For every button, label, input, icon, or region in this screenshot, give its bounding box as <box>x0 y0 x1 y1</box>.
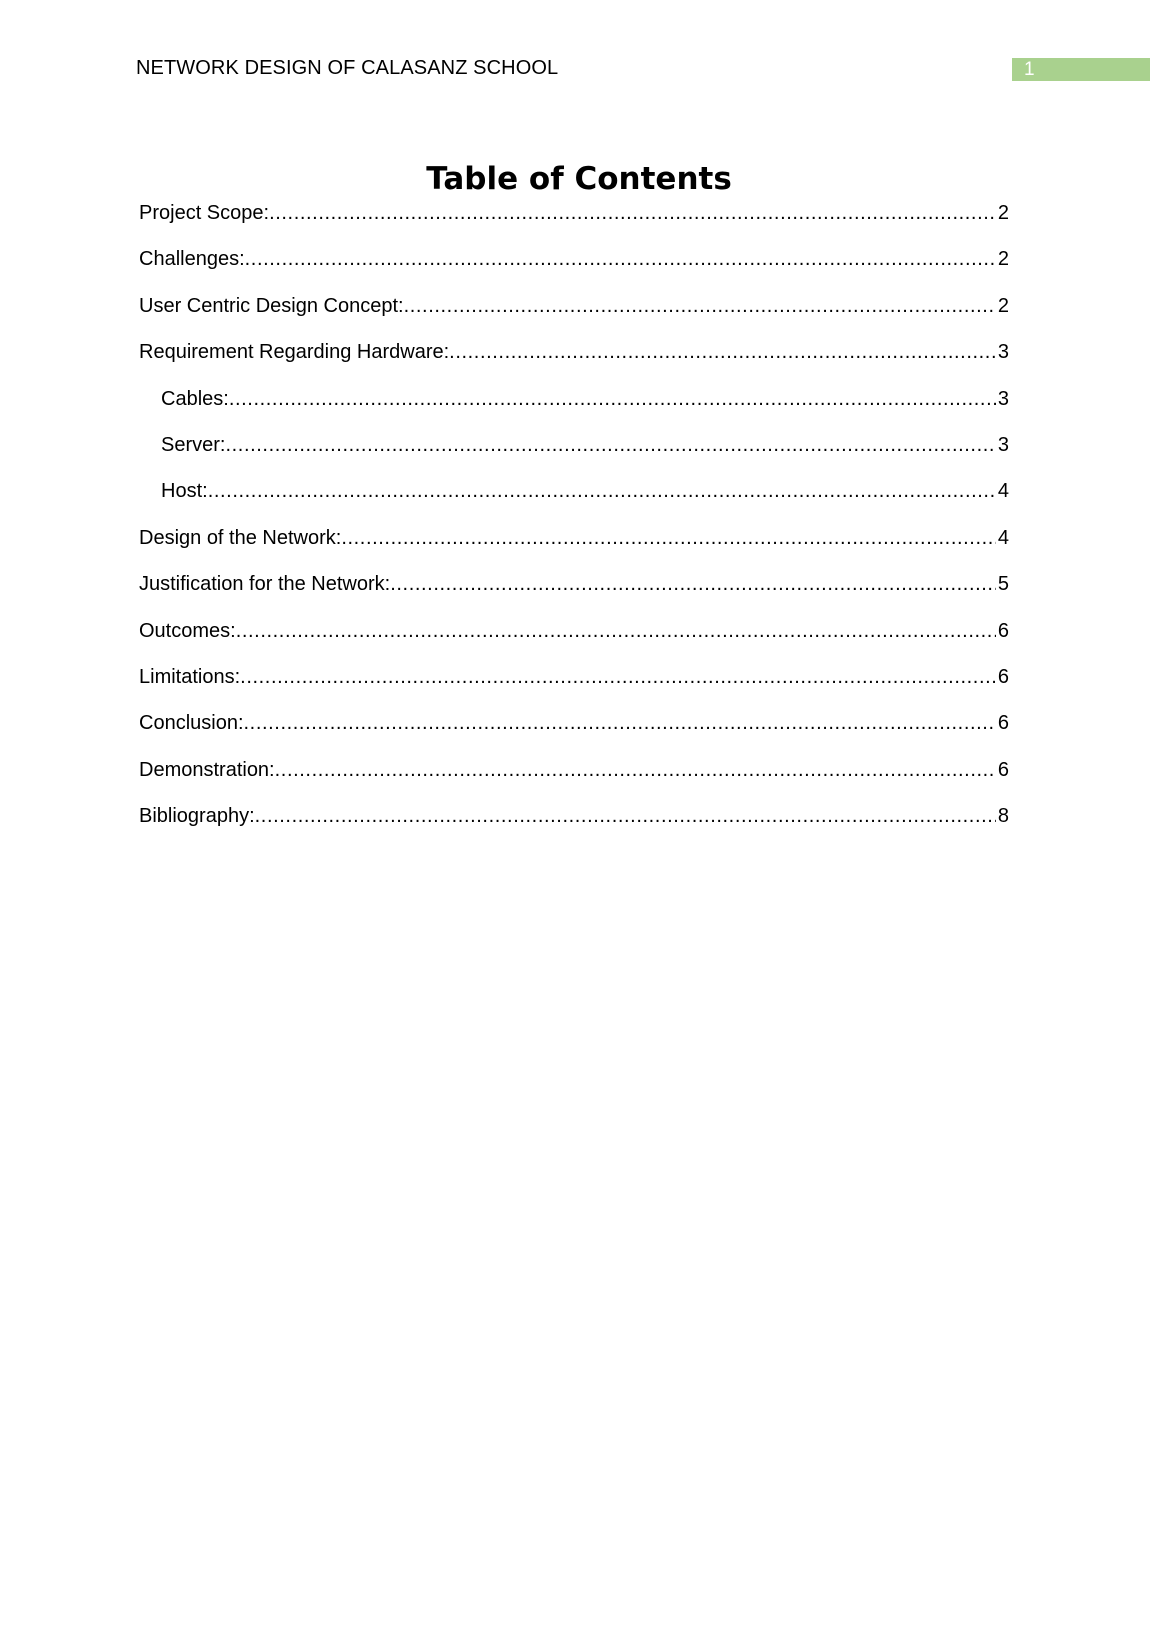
toc-entry-label: Limitations: <box>139 665 241 688</box>
dot-leader <box>404 291 996 321</box>
dot-leader <box>390 569 996 599</box>
toc-entry-label: Server: <box>161 433 226 456</box>
toc-entry-page: 3 <box>997 433 1009 456</box>
dot-leader <box>275 755 996 785</box>
dot-leader <box>245 244 996 274</box>
toc-entry-label: Cables: <box>161 387 229 410</box>
toc-entry-conclusion[interactable] <box>139 708 1009 754</box>
toc-entry-label: Project Scope: <box>139 202 270 224</box>
toc-entry-label: Challenges: <box>139 248 245 271</box>
toc-entry-page: 5 <box>997 573 1009 596</box>
dot-leader <box>229 384 996 414</box>
dot-leader <box>341 523 996 553</box>
toc-entry-page: 6 <box>997 712 1009 735</box>
toc-entry-label: Outcomes: <box>139 619 236 642</box>
toc-entry-cables[interactable] <box>139 384 1009 430</box>
toc-entry-label: Conclusion: <box>139 712 244 735</box>
dot-leader <box>449 337 996 367</box>
toc-entry-page: 6 <box>997 758 1009 781</box>
toc-entry-bibliography[interactable] <box>139 801 1009 847</box>
toc-entry-user-centric-design[interactable] <box>139 291 1009 337</box>
toc-entry-page: 3 <box>997 341 1009 364</box>
dot-leader <box>244 708 996 738</box>
toc-entry-page: 4 <box>997 480 1009 503</box>
dot-leader <box>225 430 995 460</box>
toc-entry-limitations[interactable] <box>139 662 1009 708</box>
dot-leader <box>208 476 996 506</box>
toc-entry-host[interactable] <box>139 476 1009 522</box>
toc-entry-page: 6 <box>997 665 1009 688</box>
toc-entry-challenges[interactable] <box>139 244 1009 290</box>
toc-entry-page: 8 <box>997 805 1009 828</box>
dot-leader <box>236 616 996 646</box>
toc-heading: Table of Contents <box>426 161 732 197</box>
toc-entry-page: 4 <box>997 526 1009 549</box>
toc-entry-label: Requirement Regarding Hardware: <box>139 341 450 364</box>
dot-leader <box>269 198 996 228</box>
toc-entry-label: Justification for the Network: <box>139 573 391 596</box>
table-of-contents <box>139 198 1009 847</box>
toc-entry-justification[interactable] <box>139 569 1009 615</box>
toc-entry-project-scope[interactable] <box>139 198 1009 244</box>
page-number: 1 <box>1012 58 1150 81</box>
toc-entry-label: Design of the Network: <box>139 526 342 549</box>
toc-entry-page: 6 <box>997 619 1009 642</box>
toc-entry-label: Bibliography: <box>139 805 255 828</box>
toc-entry-label: User Centric Design Concept: <box>139 294 404 317</box>
toc-entry-label: Demonstration: <box>139 758 275 781</box>
toc-entry-server[interactable] <box>139 430 1009 476</box>
toc-entry-hardware-requirement[interactable] <box>139 337 1009 383</box>
toc-entry-label: Host: <box>161 480 208 503</box>
dot-leader <box>255 801 996 831</box>
toc-entry-page: 2 <box>997 294 1009 317</box>
toc-entry-page: 2 <box>997 202 1009 224</box>
toc-entry-page: 3 <box>997 387 1009 410</box>
toc-entry-network-design[interactable] <box>139 523 1009 569</box>
toc-entry-demonstration[interactable] <box>139 755 1009 801</box>
toc-entry-page: 2 <box>997 248 1009 271</box>
dot-leader <box>240 662 996 692</box>
header-title: NETWORK DESIGN OF CALASANZ SCHOOL <box>136 57 559 79</box>
toc-entry-outcomes[interactable] <box>139 616 1009 662</box>
